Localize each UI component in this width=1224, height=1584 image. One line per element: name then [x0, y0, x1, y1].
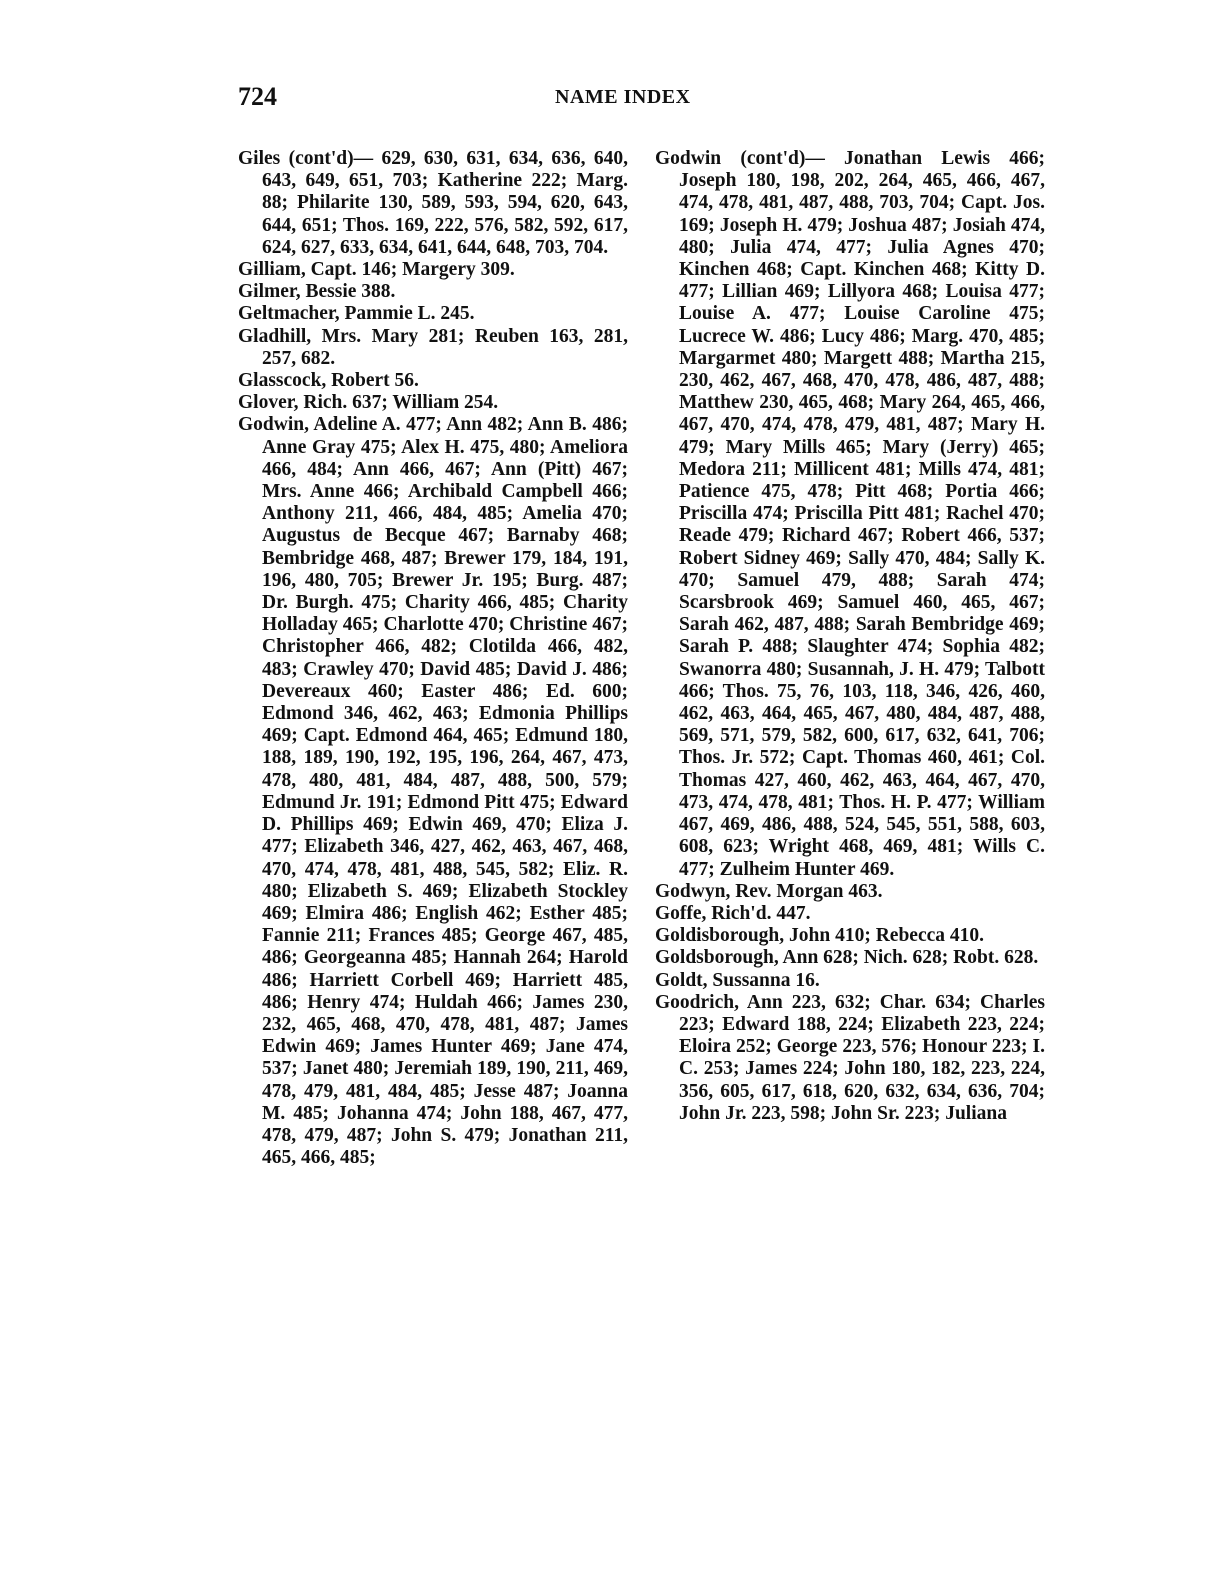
index-entry: Goldsborough, Ann 628; Nich. 628; Robt. 628.: [655, 947, 1039, 969]
index-entry: Goldt, Sussanna 16.: [655, 969, 820, 991]
index-column-right: [655, 148, 1045, 1125]
index-entry: Gilmer, Bessie 388.: [238, 281, 396, 303]
running-head: NAME INDEX: [555, 86, 691, 108]
index-entry: Godwyn, Rev. Morgan 463.: [655, 880, 883, 902]
index-entry: Gladhill, Mrs. Mary 281; Reuben 163, 281, 257, 682.: [238, 325, 628, 369]
index-entry: Godwin, Adeline A. 477; Ann 482; Ann B. 486; Anne Gray 475; Alex H. 475, 480; Ameliora 466, 484; Ann 466, 467; Ann (Pitt) 467; Mrs. Anne 466; Archibald Campbell 466; Anthony 211, 466, 484, 485; Amelia 470; Augustus de Becque 467; Barnaby 468; Bembridge 468, 487; Brewer 179, 184, 191, 196, 480, 705; Brewer Jr. 195; Burg. 487; Dr. Burgh. 475; Charity 466, 485; Charity Holladay 465; Charlotte 470; Christine 467; Christopher 466, 482; Clotilda 466, 482, 483; Crawley 470; David 485; David J. 486; Devereaux 460; Easter 486; Ed. 600; Edmond 346, 462, 463; Edmonia Phillips 469; Capt. Edmond 464, 465; Edmund 180, 188, 189, 190, 192, 195, 196, 264, 467, 473, 478, 480, 481, 484, 487, 488, 500, 579; Edmund Jr. 191; Edmond Pitt 475; Edward D. Phillips 469; Edwin 469, 470; Eliza J. 477; Elizabeth 346, 427, 462, 463, 467, 468, 470, 474, 478, 481, 488, 545, 582; Eliz. R. 480; Elizabeth S. 469; Elizabeth Stockley 469; Elmira 486; English 462; Esther 485; Fannie 211; Frances 485; George 467, 485, 486; Georgeanna 485; Hannah 264; Harold 486; Harriett Corbell 469; Harriett 485, 486; Henry 474; Huldah 466; James 230, 232, 465, 468, 470, 478, 481, 487; James Edwin 469; James Hunter 469; Jane 474, 537; Janet 480; Jeremiah 189, 190, 211, 469, 478, 479, 481, 484, 485; Jesse 487; Joanna M. 485; Johanna 474; John 188, 467, 477, 478, 479, 487; John S. 479; Jonathan 211, 465, 466, 485;: [238, 414, 628, 1169]
index-entry: Goffe, Rich'd. 447.: [655, 902, 811, 924]
index-column-left: [238, 148, 628, 1169]
index-entry: Godwin (cont'd)— Jonathan Lewis 466; Joseph 180, 198, 202, 264, 465, 466, 467, 474, 478, 481, 487, 488, 703, 704; Capt. Jos. 169; Joseph H. 479; Joshua 487; Josiah 474, 480; Julia 474, 477; Julia Agnes 470; Kinchen 468; Capt. Kinchen 468; Kitty D. 477; Lillian 469; Lillyora 468; Louisa 477; Louise A. 477; Louise Caroline 475; Lucrece W. 486; Lucy 486; Marg. 470, 485; Margarmet 480; Margett 488; Martha 215, 230, 462, 467, 468, 470, 478, 486, 487, 488; Matthew 230, 465, 468; Mary 264, 465, 466, 467, 470, 474, 478, 479, 481, 487; Mary H. 479; Mary Mills 465; Mary (Jerry) 465; Medora 211; Millicent 481; Mills 474, 481; Patience 475, 478; Pitt 468; Portia 466; Priscilla 474; Priscilla Pitt 481; Rachel 470; Reade 479; Richard 467; Robert 466, 537; Robert Sidney 469; Sally 470, 484; Sally K. 470; Samuel 479, 488; Sarah 474; Scarsbrook 469; Samuel 460, 465, 467; Sarah 462, 487, 488; Sarah Bembridge 469; Sarah P. 488; Slaughter 474; Sophia 482; Swanorra 480; Susannah, J. H. 479; Talbott 466; Thos. 75, 76, 103, 118, 346, 426, 460, 462, 463, 464, 465, 467, 480, 484, 487, 488, 569, 571, 579, 582, 600, 617, 632, 641, 706; Thos. Jr. 572; Capt. Thomas 460, 461; Col. Thomas 427, 460, 462, 463, 464, 467, 470, 473, 474, 478, 481; Thos. H. P. 477; William 467, 469, 486, 488, 524, 545, 551, 588, 603, 608, 623; Wright 468, 469, 481; Wills C. 477; Zulheim Hunter 469.: [655, 148, 1045, 880]
page-number: 724: [238, 82, 277, 111]
index-entry: Geltmacher, Pammie L. 245.: [238, 303, 475, 325]
index-entry: Goldisborough, John 410; Rebecca 410.: [655, 925, 985, 947]
index-entry: Glasscock, Robert 56.: [238, 370, 419, 392]
index-entry: Glover, Rich. 637; William 254.: [238, 392, 499, 414]
index-entry: Giles (cont'd)— 629, 630, 631, 634, 636, 640, 643, 649, 651, 703; Katherine 222; Marg. 88; Philarite 130, 589, 593, 594, 620, 643, 644, 651; Thos. 169, 222, 576, 582, 592, 617, 624, 627, 633, 634, 641, 644, 648, 703, 704.: [238, 148, 628, 258]
index-entry: Goodrich, Ann 223, 632; Char. 634; Charles 223; Edward 188, 224; Elizabeth 223, 224; Eloira 252; George 223, 576; Honour 223; I. C. 253; James 224; John 180, 182, 223, 224, 356, 605, 617, 618, 620, 632, 634, 636, 704; John Jr. 223, 598; John Sr. 223; Juliana: [655, 991, 1045, 1124]
index-entry: Gilliam, Capt. 146; Margery 309.: [238, 259, 515, 281]
